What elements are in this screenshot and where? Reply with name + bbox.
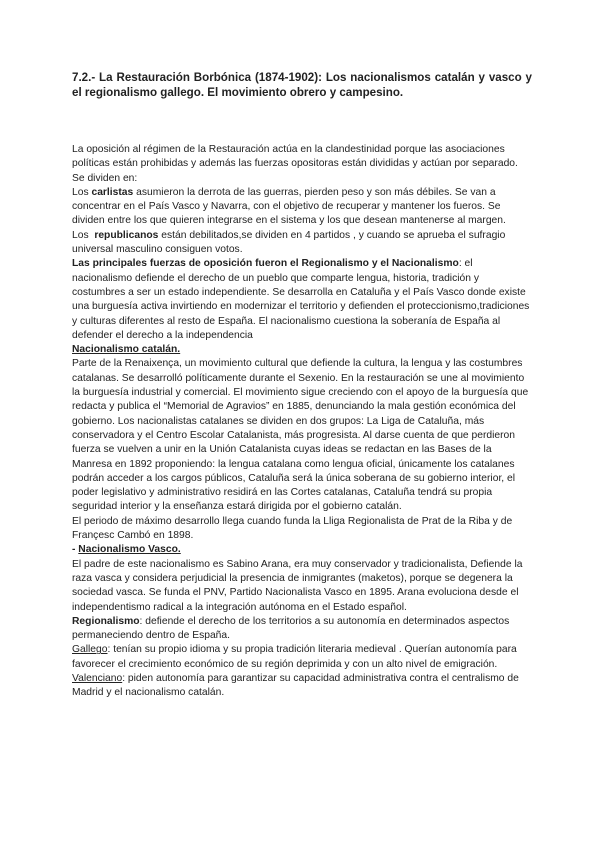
gallego-text: : tenían su propio idioma y su propia tradición literaria medieval . Querían autonomía para favorecer el crecimiento económico de su región deprimida y con un alto nivel de emigración. (72, 644, 517, 670)
carlistas-paragraph (72, 186, 532, 229)
document-body (72, 143, 532, 701)
carlistas-text: asumieron la derrota de las guerras, pierden peso y son más débiles. Se van a concentrar en el País Vasco y Navarra, con el objetivo de recuperar y mantener los fueros. Se dividen entre los que quieren integrarse en el sistema y los que desean mantenerse al margen. (72, 186, 506, 227)
catalan-paragraph: Parte de la Renaixença, un movimiento cultural que defiende la cultura, la lengua y las costumbres catalanas. Se desarrolló políticamente durante el Sexenio. En la restauración se une al movimiento la burguesía industrial y comercial. El movimiento sigue creciendo con el apoyo de la burguesía que redacta y publica el “Memorial de Agravios” en 1885, denunciando la mala gestión económica del gobierno. Los nacionalistas catalanes se dividen en dos grupos: La Liga de Cataluña, más conservadora y el Centro Escolar Catalanista, más progresista. Al darse cuenta de que perdieron fuerza se vuelven a unir en la Unión Catalanista cuyas ideas se redactan en las Bases de la Manresa en 1892 proponiendo: la lengua catalana como lengua oficial, únicamente los catalanes podrán acceder a los cargos públicos, Cataluña será la única soberana de su gobierno interior, el poder legislativo y administrativo residirá en las Cortes catalanas, Cataluña tendrá su propia seguridad interior y la enseñanza estará dirigida por el gobierno catalán. (72, 358, 529, 513)
valenciano-paragraph (72, 672, 532, 701)
catalan-heading-text: Nacionalismo catalán. (72, 344, 181, 356)
page-title: 7.2.- La Restauración Borbónica (1874-1902): Los nacionalismos catalán y vasco y el regionalismo gallego. El movimiento obrero y campesino. (72, 71, 532, 99)
vasco-paragraph: El padre de este nacionalismo es Sabino Arana, era muy conservador y tradicionalista, Defiende la raza vasca y considera perjudicial la presencia de inmigrantes (maketos), porque se degenera la sociedad vasca. Se funda el PNV, Partido Nacionalista Vasco en 1895. Arana evoluciona desde el independentismo radical a la integración autónoma en el Estado español. (72, 558, 523, 613)
vasco-heading (72, 543, 532, 557)
valenciano-term: Valenciano (72, 672, 123, 684)
regionalismo-term: Regionalismo (72, 615, 140, 627)
document-page (72, 70, 532, 701)
intro-paragraph: La oposición al régimen de la Restauración actúa en la clandestinidad porque las asociaciones políticas están prohibidas y además las fuerzas opositoras están divididas y actúan por separado. Se dividen en: (72, 144, 518, 184)
republicanos-prefix: Los (72, 229, 95, 241)
fuerzas-paragraph (72, 257, 532, 343)
vasco-prefix: - (72, 544, 79, 556)
fuerzas-heading: Las principales fuerzas de oposición fueron el Regionalismo y el Nacionalismo (72, 258, 459, 270)
regionalismo-paragraph (72, 615, 532, 644)
republicanos-paragraph (72, 229, 532, 258)
gallego-paragraph (72, 643, 532, 672)
republicanos-term: republicanos (94, 229, 159, 241)
carlistas-prefix: Los (72, 186, 92, 198)
fuerzas-text: : el nacionalismo defiende el derecho de un pueblo que comparte lengua, historia, tradición y costumbres a ser un estado independiente. Se desarrolla en Cataluña y el País Vasco donde existe una burguesía activa invirtiendo en modernizar el territorio y defienden el proteccionismo,tradiciones y culturas diferentes al resto de España. El nacionalismo cuestiona la soberanía de España al defender el derecho a la independencia (72, 258, 530, 341)
republicanos-text: están debilitados,se dividen en 4 partidos , y cuando se aprueba el sufragio universal masculino consiguen votos. (72, 229, 506, 256)
catalan-heading (72, 343, 532, 357)
valenciano-text: : piden autonomía para garantizar su capacidad administrativa contra el centralismo de Madrid y el nacionalismo catalán. (72, 672, 519, 699)
vasco-heading-text: Nacionalismo Vasco. (78, 544, 181, 556)
lliga-paragraph: El periodo de máximo desarrollo llega cuando funda la Lliga Regionalista de Prat de la Riba y de Françesc Cambó en 1898. (72, 515, 513, 542)
regionalismo-text: : defiende el derecho de los territorios a su autonomía en determinados aspectos permaneciendo dentro de España. (72, 615, 510, 642)
carlistas-term: carlistas (91, 186, 134, 198)
gallego-term: Gallego (72, 644, 108, 656)
